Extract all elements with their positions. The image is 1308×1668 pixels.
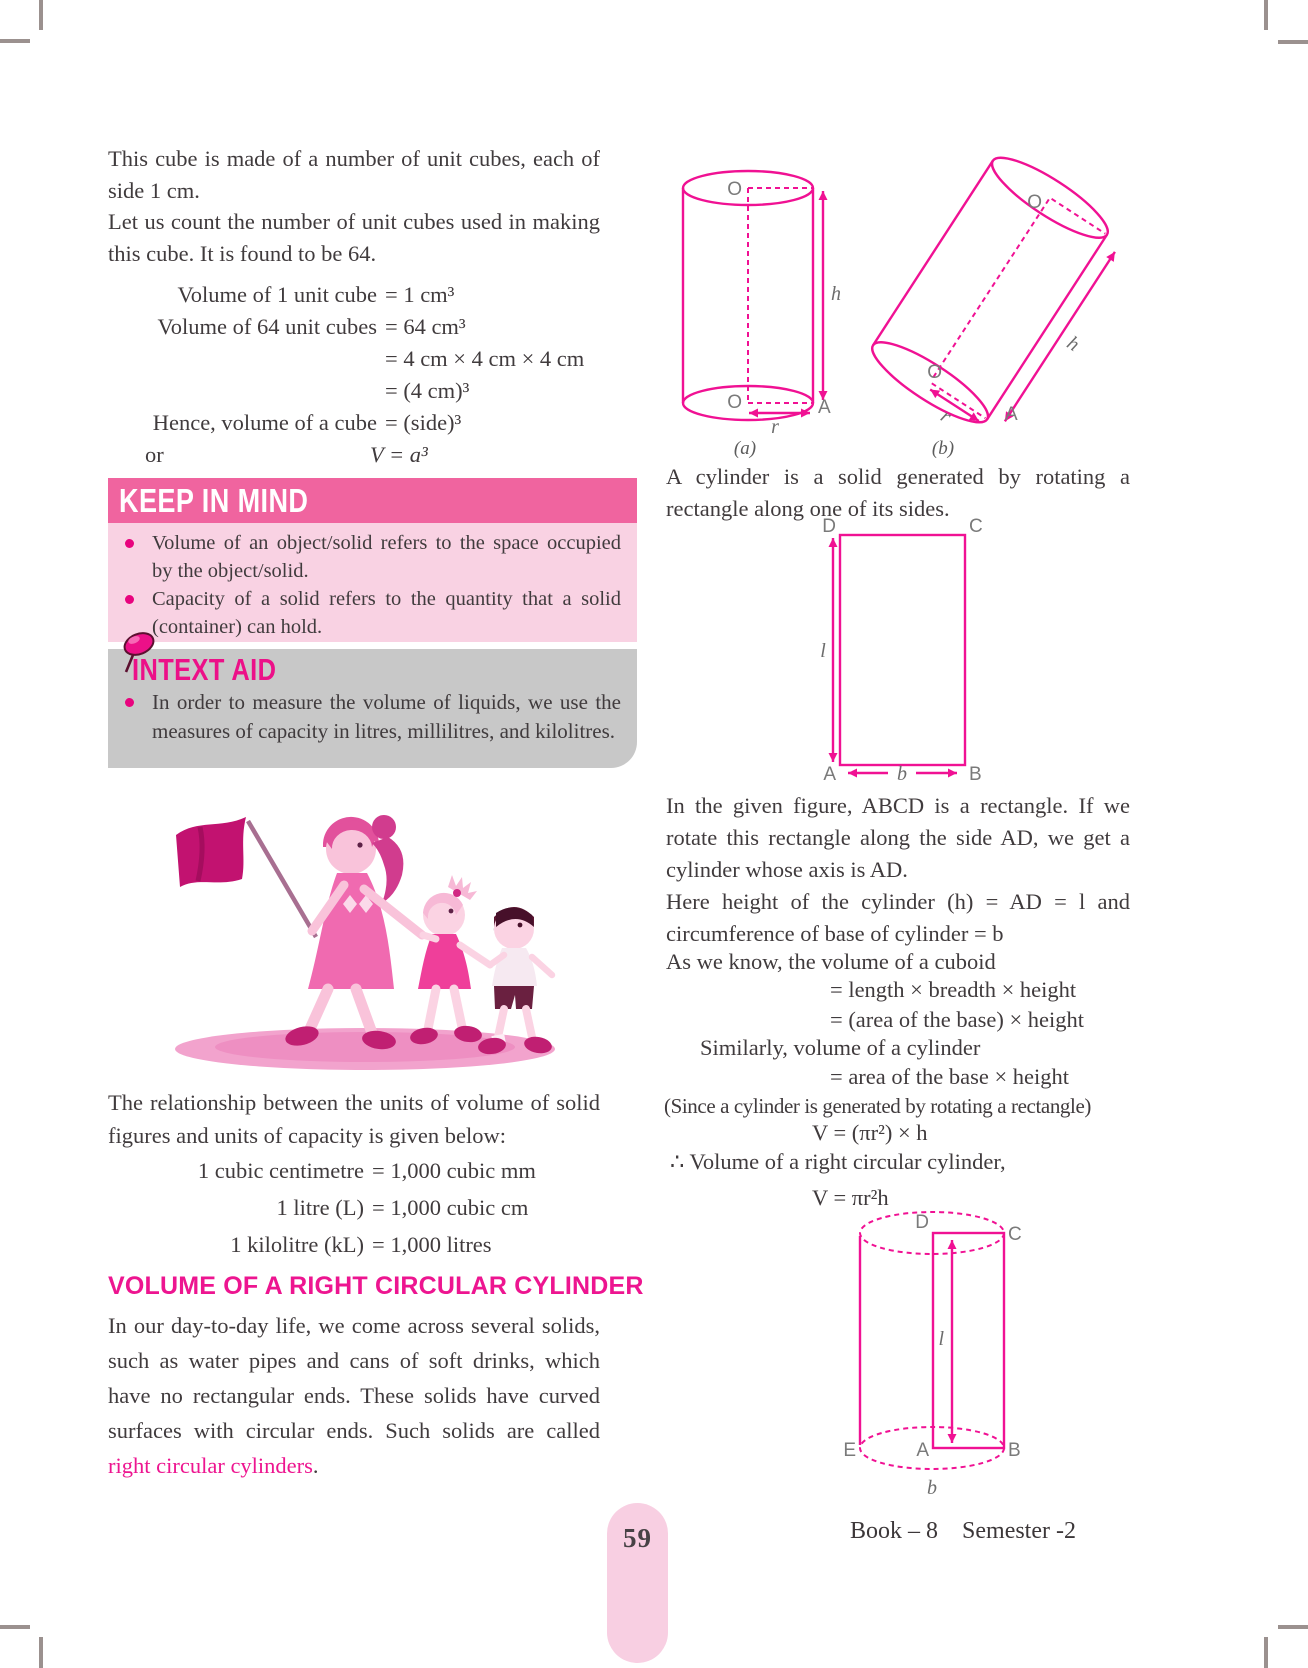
children-walking-illustration <box>160 785 570 1075</box>
page-number: 59 <box>623 1523 652 1553</box>
equation-line <box>108 375 600 407</box>
unit-conversion-list <box>108 1152 600 1263</box>
crop-mark-top-left-v <box>39 0 43 30</box>
bullet-dot-icon <box>125 698 134 707</box>
center-label-top: O <box>1027 192 1042 213</box>
crop-mark-bottom-right-h <box>1278 1625 1308 1629</box>
equation-rhs: = 1 cm³ <box>385 282 455 307</box>
crop-mark-top-left-h <box>0 39 30 43</box>
figure-cylinder-tilted <box>860 148 1150 453</box>
derivation-formula: V = (πr²) × h <box>812 1120 928 1145</box>
corner-c-label: C <box>969 516 983 537</box>
center-label-bottom: O <box>727 392 742 413</box>
radius-label: r <box>936 405 956 428</box>
or-formula-line <box>108 439 600 471</box>
crop-mark-bottom-left-v <box>39 1637 43 1668</box>
intext-aid-title: INTEXT AID <box>132 652 277 687</box>
bullet-dot-icon <box>125 539 134 548</box>
unit-lhs: 1 litre (L) <box>276 1195 364 1220</box>
breadth-label: b <box>897 763 907 785</box>
cube-volume-formula: V = a³ <box>370 442 428 467</box>
figure-caption-a: (a) <box>733 438 757 459</box>
corner-d-label: D <box>822 516 836 537</box>
derivation-line: = area of the base × height <box>830 1064 1070 1089</box>
corner-a-label: A <box>916 1440 929 1461</box>
figure-cylinder-upright <box>645 155 845 455</box>
keep-in-mind-bullet <box>108 530 637 585</box>
length-label: l <box>938 1328 944 1350</box>
derivation-conclusion: ∴ Volume of a right circular cylinder, <box>670 1149 1006 1174</box>
bullet-text: In order to measure the volume of liquids, we use the measures of capacity in litres, millilitres, and kilolitres. <box>152 690 621 743</box>
derivation-since-note: (Since a cylinder is generated by rotating a rectangle) <box>664 1094 1091 1118</box>
corner-d-label: D <box>915 1212 929 1233</box>
page-number-capsule <box>607 1503 668 1663</box>
para-rotate-rectangle: In the given figure, ABCD is a rectangle. If we rotate this rectangle along the side AD, we get a cylinder whose axis is AD. <box>666 793 1130 882</box>
equation-rhs: = 64 cm³ <box>385 314 466 339</box>
cylinder-intro-period: . <box>312 1453 319 1478</box>
para-cylinder-intro <box>108 1308 600 1483</box>
corner-c-label: C <box>1008 1224 1022 1245</box>
breadth-label: b <box>927 1477 937 1499</box>
equation-line <box>108 311 600 343</box>
unit-conversion-line <box>108 1152 600 1189</box>
crop-mark-bottom-left-h <box>0 1625 30 1629</box>
crop-mark-top-right-v <box>1264 0 1268 30</box>
book-footer: Book – 8 Semester -2 <box>850 1518 1076 1544</box>
equation-lhs <box>108 343 377 375</box>
corner-b-label: B <box>1008 1440 1021 1461</box>
point-a-label: A <box>1005 404 1018 425</box>
intext-aid-bullet <box>108 688 637 746</box>
figure-rectangle-abcd <box>790 500 1020 800</box>
equation-lhs: Volume of 1 unit cube <box>177 282 377 307</box>
derivation-line: Similarly, volume of a cylinder <box>700 1035 981 1060</box>
cylinder-intro-highlight: right circular cylinders <box>108 1453 313 1478</box>
para-relationship: The relationship between the units of volume of solid figures and units of capacity is given below: <box>108 1090 600 1148</box>
bullet-dot-icon <box>125 595 134 604</box>
equation-rhs: = (side)³ <box>385 410 462 435</box>
cylinder-intro-text: In our day-to-day life, we come across several solids, such as water pipes and cans of soft drinks, which have no rectangular ends. These solids have curved surfaces with circular ends. Such solids are called <box>108 1313 600 1443</box>
keep-in-mind-bullet <box>108 586 637 641</box>
length-label: l <box>820 640 826 662</box>
derivation-line: = length × breadth × height <box>830 977 1077 1002</box>
cylinder-volume-formula: V = πr²h <box>812 1185 889 1210</box>
equation-lhs: Hence, volume of a cube <box>152 410 377 435</box>
equation-rhs: = (4 cm)³ <box>385 378 470 403</box>
unit-conversion-line <box>108 1189 600 1226</box>
point-e-label: E <box>843 1440 856 1461</box>
height-label: h <box>1062 331 1084 356</box>
keep-in-mind-title: KEEP IN MIND <box>119 482 309 519</box>
unit-lhs: 1 kilolitre (kL) <box>230 1232 364 1257</box>
center-label-top: O <box>727 179 742 200</box>
intext-aid-box <box>108 649 637 768</box>
section-heading-cylinder-volume: VOLUME OF A RIGHT CIRCULAR CYLINDER <box>108 1272 644 1300</box>
figure-cylinder-with-rectangle <box>830 1200 1050 1500</box>
crop-mark-bottom-right-v <box>1264 1637 1268 1668</box>
para-height-circumference: Here height of the cylinder (h) = AD = l and circumference of base of cylinder = b <box>666 889 1130 946</box>
corner-a-label: A <box>823 764 836 785</box>
equation-lhs <box>108 375 377 407</box>
derivation-line: = (area of the base) × height <box>830 1007 1085 1032</box>
equation-line <box>108 343 600 375</box>
para-count-cubes: Let us count the number of unit cubes used in making this cube. It is found to be 64. <box>108 209 600 266</box>
corner-b-label: B <box>969 764 982 785</box>
keep-in-mind-box <box>108 523 637 642</box>
unit-rhs: = 1,000 cubic mm <box>372 1158 536 1183</box>
unit-lhs: 1 cubic centimetre <box>197 1158 364 1183</box>
equation-line <box>108 407 600 439</box>
pushpin-icon <box>114 628 164 676</box>
para-cuboid-volume: As we know, the volume of a cuboid <box>666 949 996 974</box>
crop-mark-top-right-h <box>1278 40 1308 44</box>
unit-rhs: = 1,000 litres <box>372 1232 492 1257</box>
keep-in-mind-band <box>108 478 637 523</box>
height-label: h <box>831 283 841 305</box>
equation-lhs: Volume of 64 unit cubes <box>157 314 377 339</box>
figure-caption-b: (b) <box>931 438 955 459</box>
equation-rhs: = 4 cm × 4 cm × 4 cm <box>385 346 585 371</box>
point-a-label: A <box>818 397 831 418</box>
para-cylinder-definition: A cylinder is a solid generated by rotating a rectangle along one of its sides. <box>666 464 1130 521</box>
bullet-text: Capacity of a solid refers to the quantity that a solid (container) can hold. <box>152 588 621 638</box>
bullet-text: Volume of an object/solid refers to the space occupied by the object/solid. <box>152 532 621 582</box>
unit-conversion-line <box>108 1226 600 1263</box>
equation-line <box>108 279 600 311</box>
volume-equations <box>108 279 600 471</box>
unit-rhs: = 1,000 cubic cm <box>372 1195 529 1220</box>
or-label: or <box>145 442 164 467</box>
center-label-bottom: O <box>927 362 942 383</box>
radius-label: r <box>771 416 779 438</box>
para-unit-cubes: This cube is made of a number of unit cubes, each of side 1 cm. <box>108 146 600 203</box>
